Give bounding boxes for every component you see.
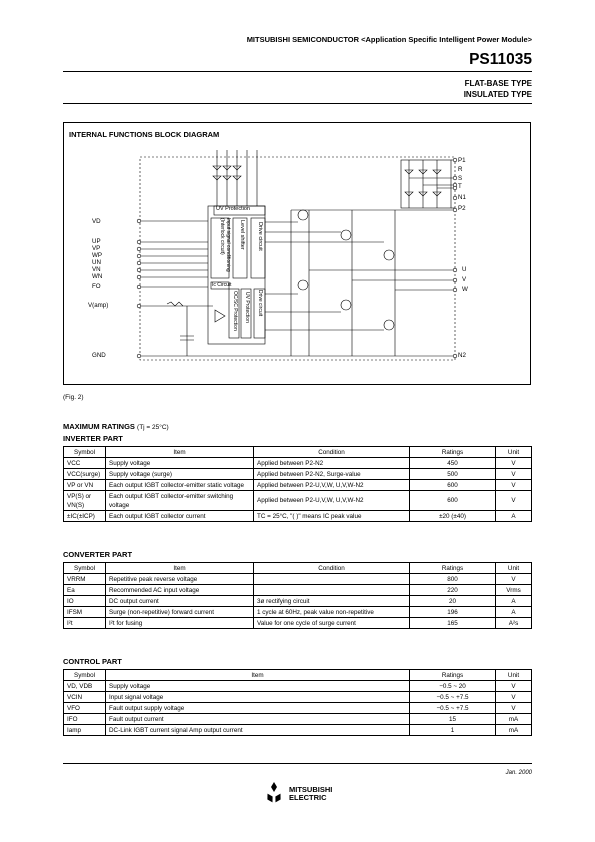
ic-circuit-label: Ic Circuit xyxy=(212,282,232,288)
pin-up: UP xyxy=(92,238,101,245)
pin-vd: VD xyxy=(92,218,101,225)
type-line-1: FLAT-BASE TYPE xyxy=(464,79,532,88)
converter-table xyxy=(63,562,532,629)
table-row: VD, VDB Supply voltage −0.5 ~ 20 V xyxy=(64,681,532,692)
table-row: VP(S) or VN(S) Each output IGBT collector-emitter switching voltage Applied between P2-U,V,W, U,V,W-N2 600 V xyxy=(64,491,532,511)
max-ratings-title: MAXIMUM RATINGS (Tj = 25°C) xyxy=(63,422,169,431)
col-unit: Unit xyxy=(496,447,532,458)
control-part-title: CONTROL PART xyxy=(63,657,122,666)
converter-part-title: CONVERTER PART xyxy=(63,550,133,559)
pin-fo: FO xyxy=(92,283,101,290)
table-row: IFSM Surge (non-repetitive) forward current 1 cycle at 60Hz, peak value non-repetitive 196 A xyxy=(64,607,532,618)
footer-date: Jan. 2000 xyxy=(505,770,532,776)
pin-w: W xyxy=(462,286,468,293)
pin-wn: WN xyxy=(92,273,103,280)
pin-p2: P2 xyxy=(458,205,466,212)
uv-protection-top-label: UV Protection xyxy=(216,206,250,212)
ocsc-label: OC/SC Protection xyxy=(232,291,238,331)
figure-caption: (Fig. 2) xyxy=(63,394,84,401)
level-shifter-label: Level shifter xyxy=(239,220,245,250)
table-row: VCC(surge) Supply voltage (surge) Applied between P2-N2, Surge-value 500 V xyxy=(64,469,532,480)
pin-s: S xyxy=(458,175,463,182)
table-row: Ea Recommended AC input voltage 220 Vrms xyxy=(64,585,532,596)
pin-un: UN xyxy=(92,259,101,266)
table-header-row: Symbol Item Condition Ratings Unit xyxy=(64,563,532,574)
type-line-2: INSULATED TYPE xyxy=(463,90,532,99)
part-number: PS11035 xyxy=(469,51,532,68)
three-diamonds-icon xyxy=(262,782,286,804)
pin-t: T xyxy=(458,183,462,190)
pin-r: R xyxy=(458,166,463,173)
control-table xyxy=(63,669,532,736)
uv-protection-bottom-label: UV Protection xyxy=(244,292,250,323)
pin-vamp: V(amp) xyxy=(88,302,109,309)
table-row: IFO Fault output current 15 mA xyxy=(64,714,532,725)
inverter-part-title: INVERTER PART xyxy=(63,434,123,443)
pin-n1: N1 xyxy=(458,194,466,201)
pin-u: U xyxy=(462,266,467,273)
table-header-row xyxy=(64,447,532,458)
pin-p1: P1 xyxy=(458,157,466,164)
col-item: Item xyxy=(106,447,254,458)
pin-n2: N2 xyxy=(458,352,466,359)
table-row: IO DC output current 3ø rectifying circuit 20 A xyxy=(64,596,532,607)
company-line: MITSUBISHI SEMICONDUCTOR <Application Specific Intelligent Power Module> xyxy=(246,35,532,44)
pin-wp: WP xyxy=(92,252,102,259)
table-row: VRRM Repetitive peak reverse voltage 800 V xyxy=(64,574,532,585)
drive-top-label: Drive circuit xyxy=(257,222,263,251)
col-symbol: Symbol xyxy=(64,447,106,458)
header-rule xyxy=(63,71,532,72)
table-row: VCC Supply voltage Applied between P2-N2 450 V xyxy=(64,458,532,469)
col-ratings: Ratings xyxy=(410,447,496,458)
table-row: VFO Fault output supply voltage −0.5 ~ +7.5 V xyxy=(64,703,532,714)
footer-rule xyxy=(63,763,532,764)
pin-vn: VN xyxy=(92,266,101,273)
table-header-row: Symbol Item Ratings Unit xyxy=(64,670,532,681)
pin-gnd: GND xyxy=(92,352,106,359)
table-row: Iamp DC-Link IGBT current signal Amp output current 1 mA xyxy=(64,725,532,736)
inverter-table xyxy=(63,446,532,522)
input-conditioning-label: Input signal conditioning (Interlock circuit) xyxy=(219,218,231,272)
table-row: I²t I²t for fusing Value for one cycle of surge current 165 A²s xyxy=(64,618,532,629)
table-row: ±IC(±ICP) Each output IGBT collector current TC = 25°C, "( )" means IC peak value ±20 (±40) A xyxy=(64,511,532,522)
table-row: VCIN Input signal voltage −0.5 ~ +7.5 V xyxy=(64,692,532,703)
col-condition: Condition xyxy=(254,447,410,458)
table-row: VP or VN Each output IGBT collector-emitter static voltage Applied between P2-U,V,W, U,V,W-N2 600 V xyxy=(64,480,532,491)
pin-v: V xyxy=(462,276,467,283)
logo-text: MITSUBISHI ELECTRIC xyxy=(289,785,333,802)
block-diagram-title: INTERNAL FUNCTIONS BLOCK DIAGRAM xyxy=(69,130,220,139)
drive-bottom-label: Drive circuit xyxy=(257,290,263,317)
header-rule-bottom xyxy=(63,103,532,104)
pin-vp: VP xyxy=(92,245,101,252)
